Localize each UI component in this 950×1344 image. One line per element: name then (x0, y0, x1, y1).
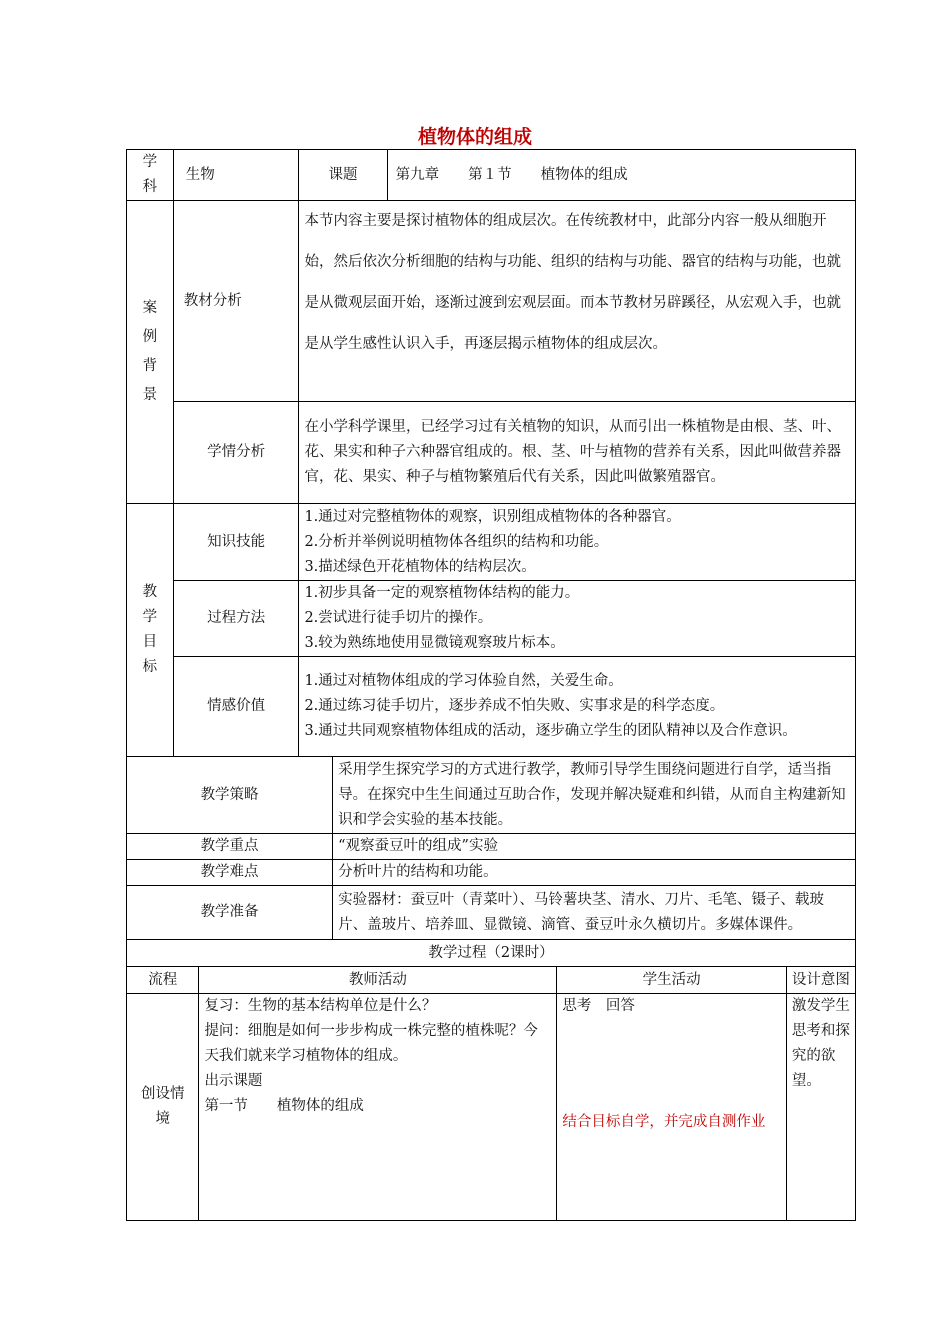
emotion-item: 3.通过共同观察植物体组成的活动，逐步确立学生的团队精神以及合作意识。 (304, 723, 797, 739)
flow-step-scenario (127, 994, 199, 1221)
emotion-row (127, 657, 856, 757)
teacher-activity-line: 出示课题 (204, 1073, 263, 1089)
goals-section-text: 教 学 目 标 (142, 584, 158, 675)
student-analysis-text: 在小学科学课里，已经学习过有关植物的知识，从而引出一株植物是由根、茎、叶、花、果实和种子六种器官组成的。根、茎、叶与植物的营养有关系，因此叫做营养器官，花、果实、种子与植物繁殖后代有关系，因此叫做繁殖器官。 (299, 402, 856, 504)
difficulty-text: 分析叶片的结构和功能。 (333, 860, 856, 886)
preparation-text: 实验器材：蚕豆叶（青菜叶）、马铃薯块茎、清水、刀片、毛笔、镊子、载玻片、盖玻片、培养皿、显微镜、滴管、蚕豆叶永久横切片。多媒体课件。 (333, 886, 856, 940)
knowledge-list (299, 504, 856, 581)
subject-label-text: 学 科 (142, 154, 158, 195)
strategy-text: 采用学生探究学习的方式进行教学，教师引导学生围绕问题进行自学，适当指导。在探究中生生间通过互助合作，发现并解决疑难和纠错，从而自主构建新知识和学会实验的基本技能。 (333, 757, 856, 834)
teacher-activity-line: 复习：生物的基本结构单位是什么？ (204, 998, 437, 1014)
material-row (127, 201, 856, 402)
process-method-label: 过程方法 (173, 581, 299, 657)
strategy-row (127, 757, 856, 834)
process-method-item: 1.初步具备一定的观察植物体结构的能力。 (304, 585, 580, 601)
topic-label: 课题 (299, 150, 387, 201)
goals-section-label (127, 504, 174, 757)
key-point-text: “观察蚕豆叶的组成”实验 (333, 834, 856, 860)
material-text: 本节内容主要是探讨植物体的组成层次。在传统教材中，此部分内容一般从细胞开始，然后依次分析细胞的结构与功能、组织的结构与功能、器官的结构与功能，也就是从微观层面开始，逐渐过渡到宏观层面。而本节教材另辟蹊径，从宏观入手，也就是从学生感性认识入手，再逐层揭示植物体的组成层次。 (299, 201, 856, 402)
subject-label (127, 150, 174, 201)
student-activity (557, 994, 786, 1221)
key-point-row (127, 834, 856, 860)
process-columns-row (127, 967, 856, 994)
background-section-text: 案 例 背 景 (142, 300, 158, 403)
emotion-label: 情感价值 (173, 657, 299, 757)
header-row (127, 150, 856, 201)
process-row-scenario (127, 994, 856, 1221)
knowledge-item: 3.描述绿色开花植物体的结构层次。 (304, 558, 536, 575)
emotion-list (299, 657, 856, 757)
column-intent: 设计意图 (786, 967, 855, 994)
difficulty-label: 教学难点 (127, 860, 333, 886)
emotion-item: 1.通过对植物体组成的学习体验自然，关爱生命。 (304, 673, 623, 689)
preparation-label: 教学准备 (127, 886, 333, 940)
process-method-item: 3.较为熟练地使用显微镜观察玻片标本。 (304, 635, 565, 651)
knowledge-label: 知识技能 (173, 504, 299, 581)
preparation-row (127, 886, 856, 940)
student-activity-answer: 思考 回答 (562, 998, 635, 1014)
topic-value: 第九章 第１节 植物体的组成 (387, 150, 855, 201)
student-activity-spacer (562, 1019, 780, 1102)
key-point-label: 教学重点 (127, 834, 333, 860)
student-activity-selfstudy: 结合目标自学，并完成自测作业 (562, 1114, 766, 1130)
knowledge-item: 2.分析并举例说明植物体各组织的结构和功能。 (304, 533, 609, 550)
column-teacher: 教师活动 (199, 967, 557, 994)
teacher-activity-line: 提问：细胞是如何一步步构成一株完整的植株呢？今天我们就来学习植物体的组成。 (204, 1023, 538, 1064)
student-analysis-label: 学情分析 (173, 402, 299, 504)
difficulty-row (127, 860, 856, 886)
teacher-activity-line: 第一节 植物体的组成 (204, 1098, 364, 1114)
column-student: 学生活动 (557, 967, 786, 994)
lesson-plan-table (126, 149, 856, 1221)
column-flow: 流程 (127, 967, 199, 994)
process-heading: 教学过程（2课时） (127, 940, 856, 967)
process-method-list (299, 581, 856, 657)
student-analysis-row (127, 402, 856, 504)
knowledge-item: 1.通过对完整植物体的观察，识别组成植物体的各种器官。 (304, 508, 681, 525)
emotion-item: 2.通过练习徒手切片，逐步养成不怕失败、实事求是的科学态度。 (304, 698, 725, 714)
process-method-row (127, 581, 856, 657)
document-title: 植物体的组成 (417, 126, 532, 148)
strategy-label: 教学策略 (127, 757, 333, 834)
background-section-label (127, 201, 174, 504)
teacher-activity (199, 994, 557, 1221)
subject-value: 生物 (173, 150, 299, 201)
knowledge-row (127, 504, 856, 581)
process-method-item: 2.尝试进行徒手切片的操作。 (304, 610, 493, 626)
material-label: 教材分析 (173, 201, 299, 402)
flow-step-scenario-text: 创设情 境 (140, 1086, 185, 1127)
design-intent: 激发学生思考和探究的欲望。 (786, 994, 855, 1221)
process-heading-row (127, 940, 856, 967)
